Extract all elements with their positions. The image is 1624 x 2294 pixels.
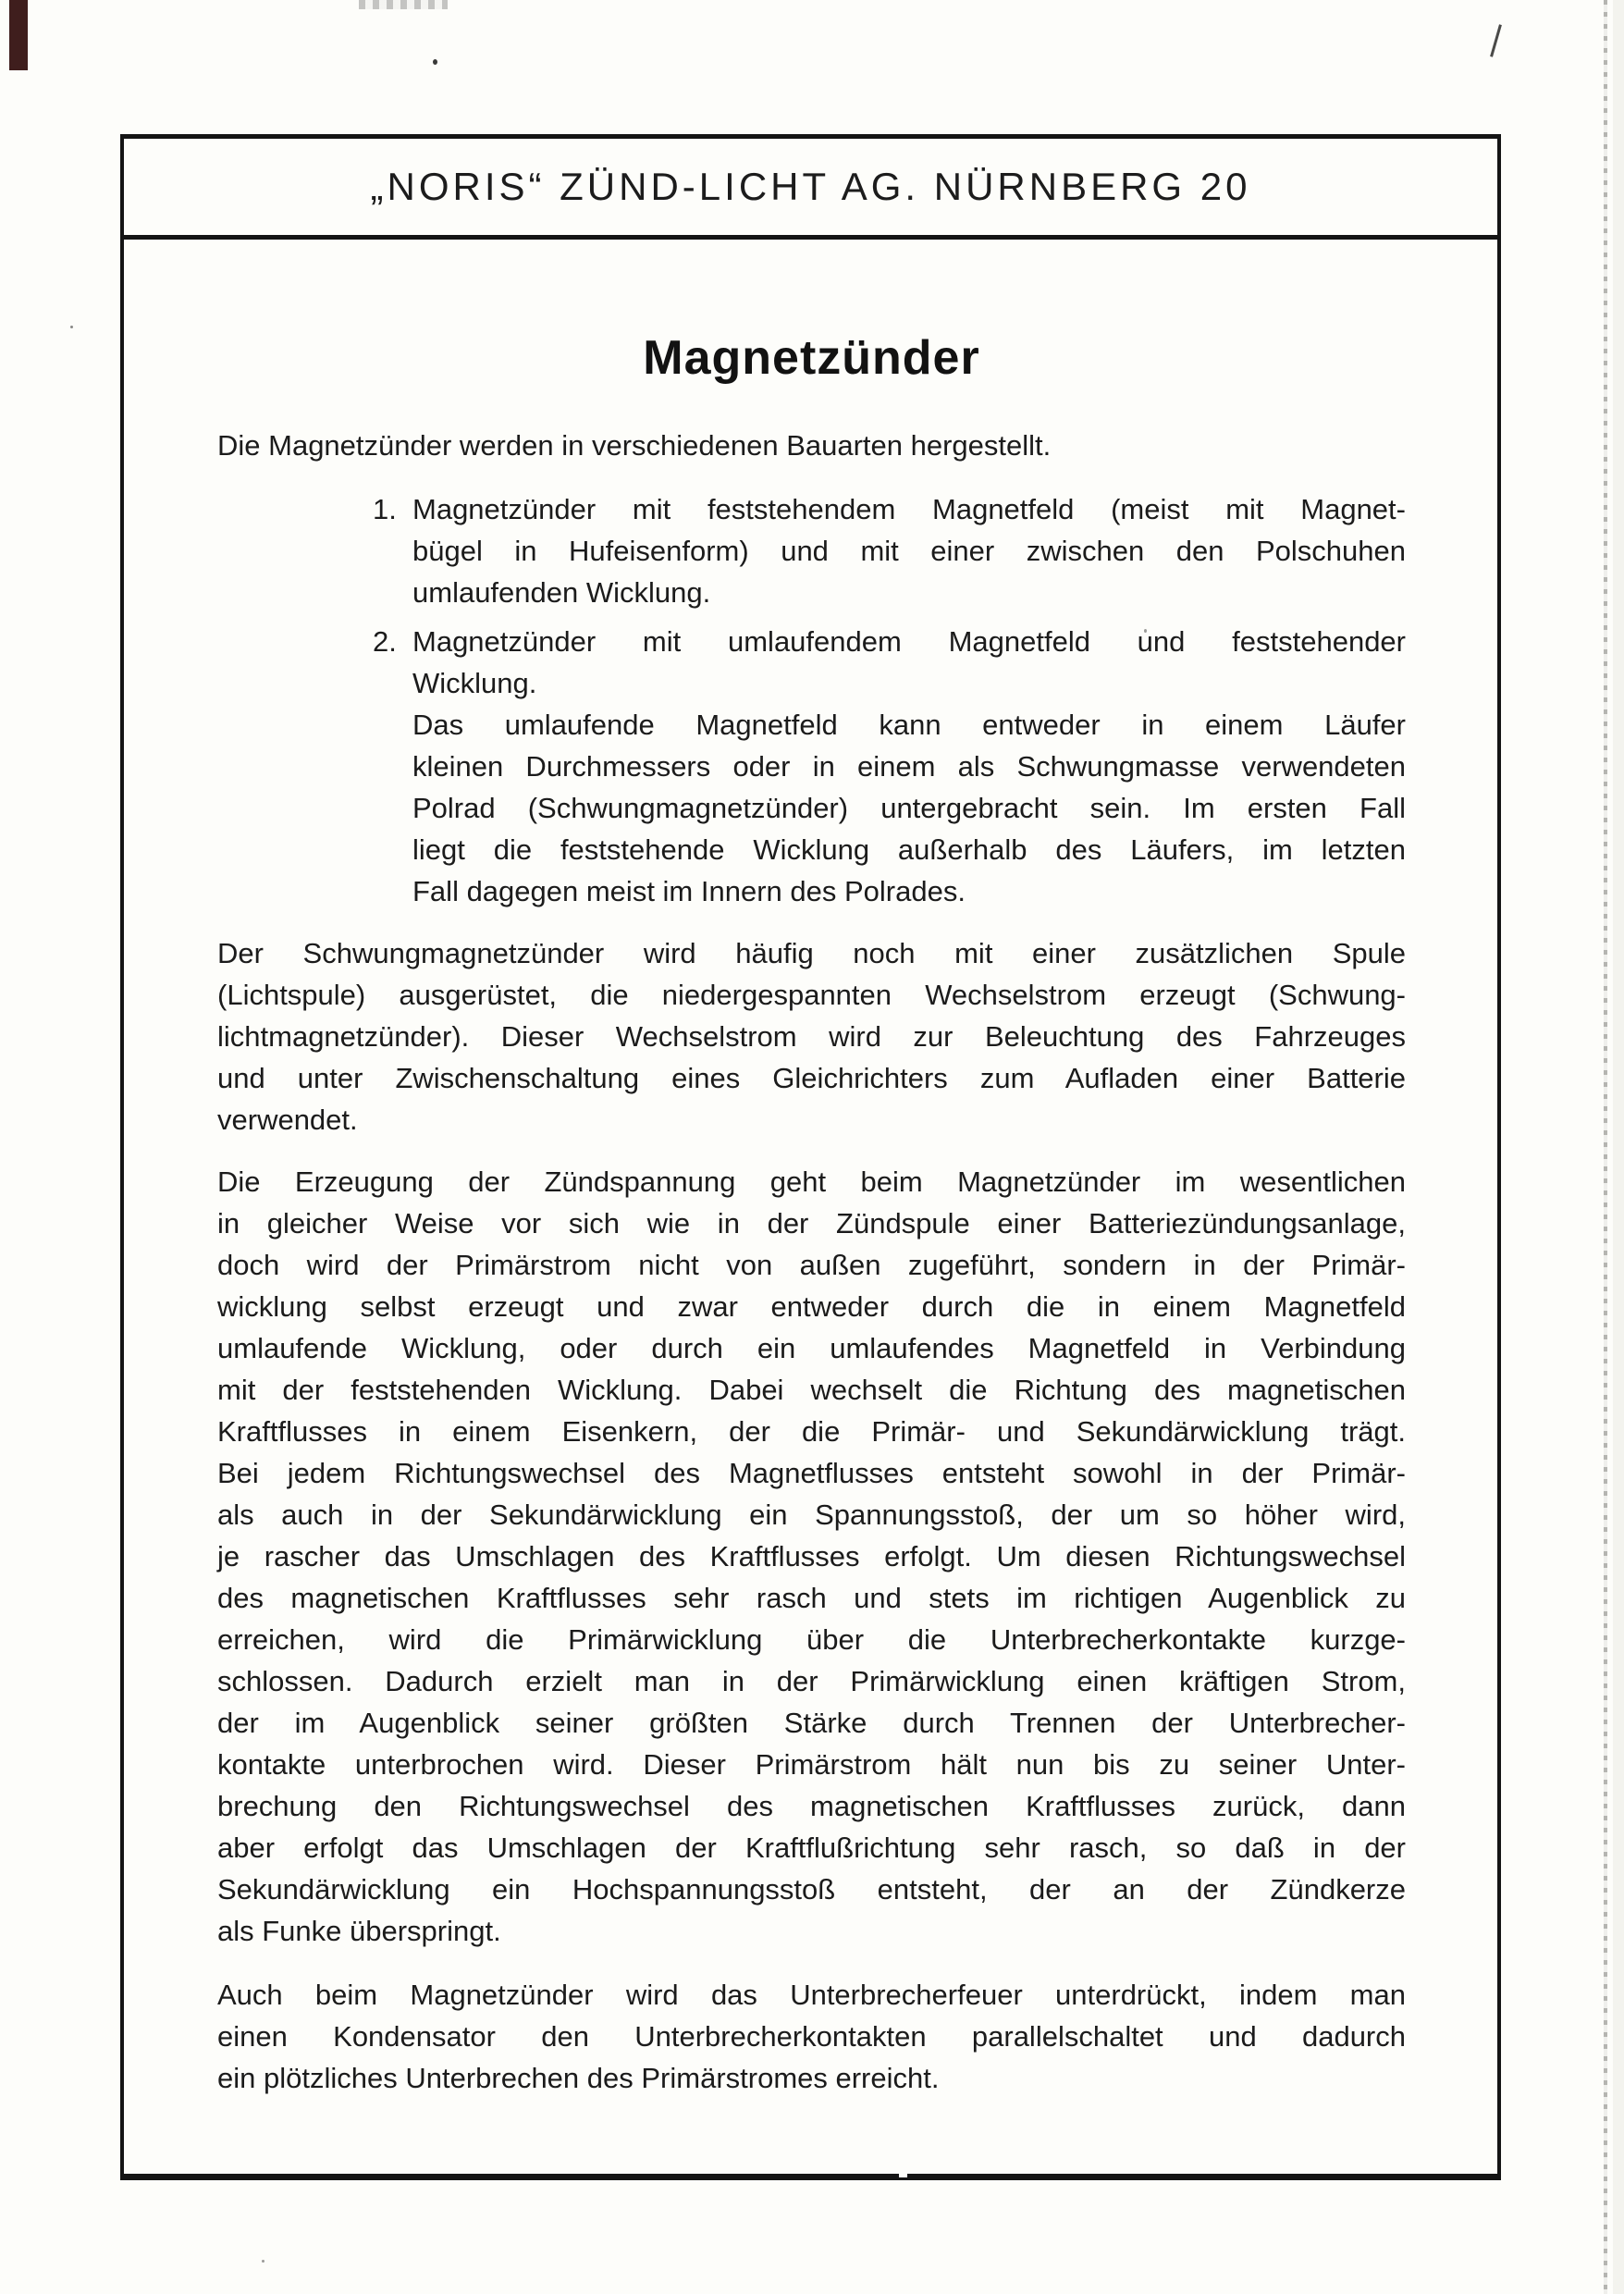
list-item-number: 1. xyxy=(373,493,397,525)
text-line: je rascher das Umschlagen des Kraftflusses erfolgt. Um diesen Richtungswechsel xyxy=(217,1540,1406,1572)
text-line: Polrad (Schwungmagnetzünder) untergebracht sein. Im ersten Fall xyxy=(412,792,1406,824)
text-line: (Lichtspule) ausgerüstet, die niedergespannten Wechselstrom erzeugt (Schwung- xyxy=(217,979,1406,1011)
text-line: kleinen Durchmessers oder in einem als Schwungmasse verwendeten xyxy=(412,750,1406,783)
text-line: doch wird der Primärstrom nicht von außen zugeführt, sondern in der Primär- xyxy=(217,1249,1406,1281)
text-line: lichtmagnetzünder). Dieser Wechselstrom wird zur Beleuchtung des Fahrzeuges xyxy=(217,1020,1406,1053)
paragraph-lines xyxy=(412,488,1406,613)
scan-tick-mark xyxy=(1490,24,1502,56)
paragraph-lichtspule xyxy=(217,932,1406,1141)
text-line: als auch in der Sekundärwicklung ein Spannungsstoß, der um so höher wird, xyxy=(217,1498,1406,1531)
text-line: umlaufende Wicklung, oder durch ein umlaufendes Magnetfeld in Verbindung xyxy=(217,1332,1406,1364)
text-line: Wicklung. xyxy=(412,667,537,699)
paragraph-kondensator xyxy=(217,1974,1406,2099)
scan-speck xyxy=(70,326,73,328)
list-item-number: 2. xyxy=(373,625,397,658)
text-line: umlaufenden Wicklung. xyxy=(412,576,711,609)
text-line: Sekundärwicklung ein Hochspannungsstoß entsteht, der an der Zündkerze xyxy=(217,1873,1406,1906)
text-line: des magnetischen Kraftflusses sehr rasch und stets im richtigen Augenblick zu xyxy=(217,1582,1406,1614)
text-line: als Funke überspringt. xyxy=(217,1915,501,1947)
scan-speck xyxy=(262,2260,265,2263)
text-line: in gleicher Weise vor sich wie in der Zündspule einer Batteriezündungsanlage, xyxy=(217,1207,1406,1240)
text-line: schlossen. Dadurch erzielt man in der Primärwicklung einen kräftigen Strom, xyxy=(217,1665,1406,1697)
text-line: Fall dagegen meist im Innern des Polrades. xyxy=(412,875,966,907)
text-line: Der Schwungmagnetzünder wird häufig noch mit einer zusätzlichen Spule xyxy=(217,937,1406,969)
paragraph-lines xyxy=(412,704,1406,912)
text-line: Auch beim Magnetzünder wird das Unterbrecherfeuer unterdrückt, indem man xyxy=(217,1979,1406,2011)
text-line: Kraftflusses in einem Eisenkern, der die Primär- und Sekundärwicklung trägt. xyxy=(217,1415,1406,1448)
scan-edge-strip xyxy=(1613,0,1624,2294)
text-line: kontakte unterbrochen wird. Dieser Primärstrom hält nun bis zu seiner Unter- xyxy=(217,1748,1406,1781)
text-line: der im Augenblick seiner größten Stärke durch Trennen der Unterbrecher- xyxy=(217,1707,1406,1739)
list-item-1 xyxy=(373,488,1406,613)
text-line: brechung den Richtungswechsel des magnetischen Kraftflusses zurück, dann xyxy=(217,1790,1406,1822)
scan-mark-top-left xyxy=(9,0,28,70)
paragraph-zuendspannung xyxy=(217,1161,1406,1952)
text-line: aber erfolgt das Umschlagen der Kraftflußrichtung sehr rasch, so daß in der xyxy=(217,1832,1406,1864)
scan-smudge-top xyxy=(359,0,448,9)
list-item-2 xyxy=(373,621,1406,912)
list-item-body xyxy=(412,621,1406,912)
header-band xyxy=(124,139,1497,240)
company-header: „NORIS“ ZÜND-LICHT AG. NÜRNBERG 20 xyxy=(370,165,1251,208)
text-line: mit der feststehenden Wicklung. Dabei wechselt die Richtung des magnetischen xyxy=(217,1374,1406,1406)
paragraph-lines xyxy=(412,621,1406,704)
scan-border-gap xyxy=(899,2174,907,2177)
text-line: wicklung selbst erzeugt und zwar entweder durch die in einem Magnetfeld xyxy=(217,1290,1406,1323)
intro-paragraph: Die Magnetzünder werden in verschiedenen Bauarten hergestellt. xyxy=(217,429,1052,462)
text-line: einen Kondensator den Unterbrecherkontakten parallelschaltet und dadurch xyxy=(217,2020,1406,2053)
text-line: bügel in Hufeisenform) und mit einer zwischen den Polschuhen xyxy=(412,535,1406,567)
page-title: Magnetzünder xyxy=(643,331,980,385)
text-line: verwendet. xyxy=(217,1104,358,1136)
text-line: Bei jedem Richtungswechsel des Magnetflusses entsteht sowohl in der Primär- xyxy=(217,1457,1406,1489)
text-line: ein plötzliches Unterbrechen des Primärstromes erreicht. xyxy=(217,2062,940,2094)
document-body xyxy=(124,332,1497,2099)
text-line: Magnetzünder mit feststehendem Magnetfeld (meist mit Magnet- xyxy=(412,493,1406,525)
scan-speck xyxy=(433,59,437,65)
document-frame xyxy=(120,134,1501,2180)
text-line: Magnetzünder mit umlaufendem Magnetfeld und feststehender xyxy=(412,625,1406,658)
text-line: und unter Zwischenschaltung eines Gleichrichters zum Aufladen einer Batterie xyxy=(217,1062,1406,1094)
text-line: Die Erzeugung der Zündspannung geht beim Magnetzünder im wesentlichen xyxy=(217,1166,1406,1198)
text-line: Das umlaufende Magnetfeld kann entweder in einem Läufer xyxy=(412,709,1406,741)
text-line: liegt die feststehende Wicklung außerhalb des Läufers, im letzten xyxy=(412,833,1406,866)
scan-fold-line xyxy=(1604,0,1607,2294)
list-item-body xyxy=(412,488,1406,613)
text-line: erreichen, wird die Primärwicklung über die Unterbrecherkontakte kurzge- xyxy=(217,1623,1406,1656)
